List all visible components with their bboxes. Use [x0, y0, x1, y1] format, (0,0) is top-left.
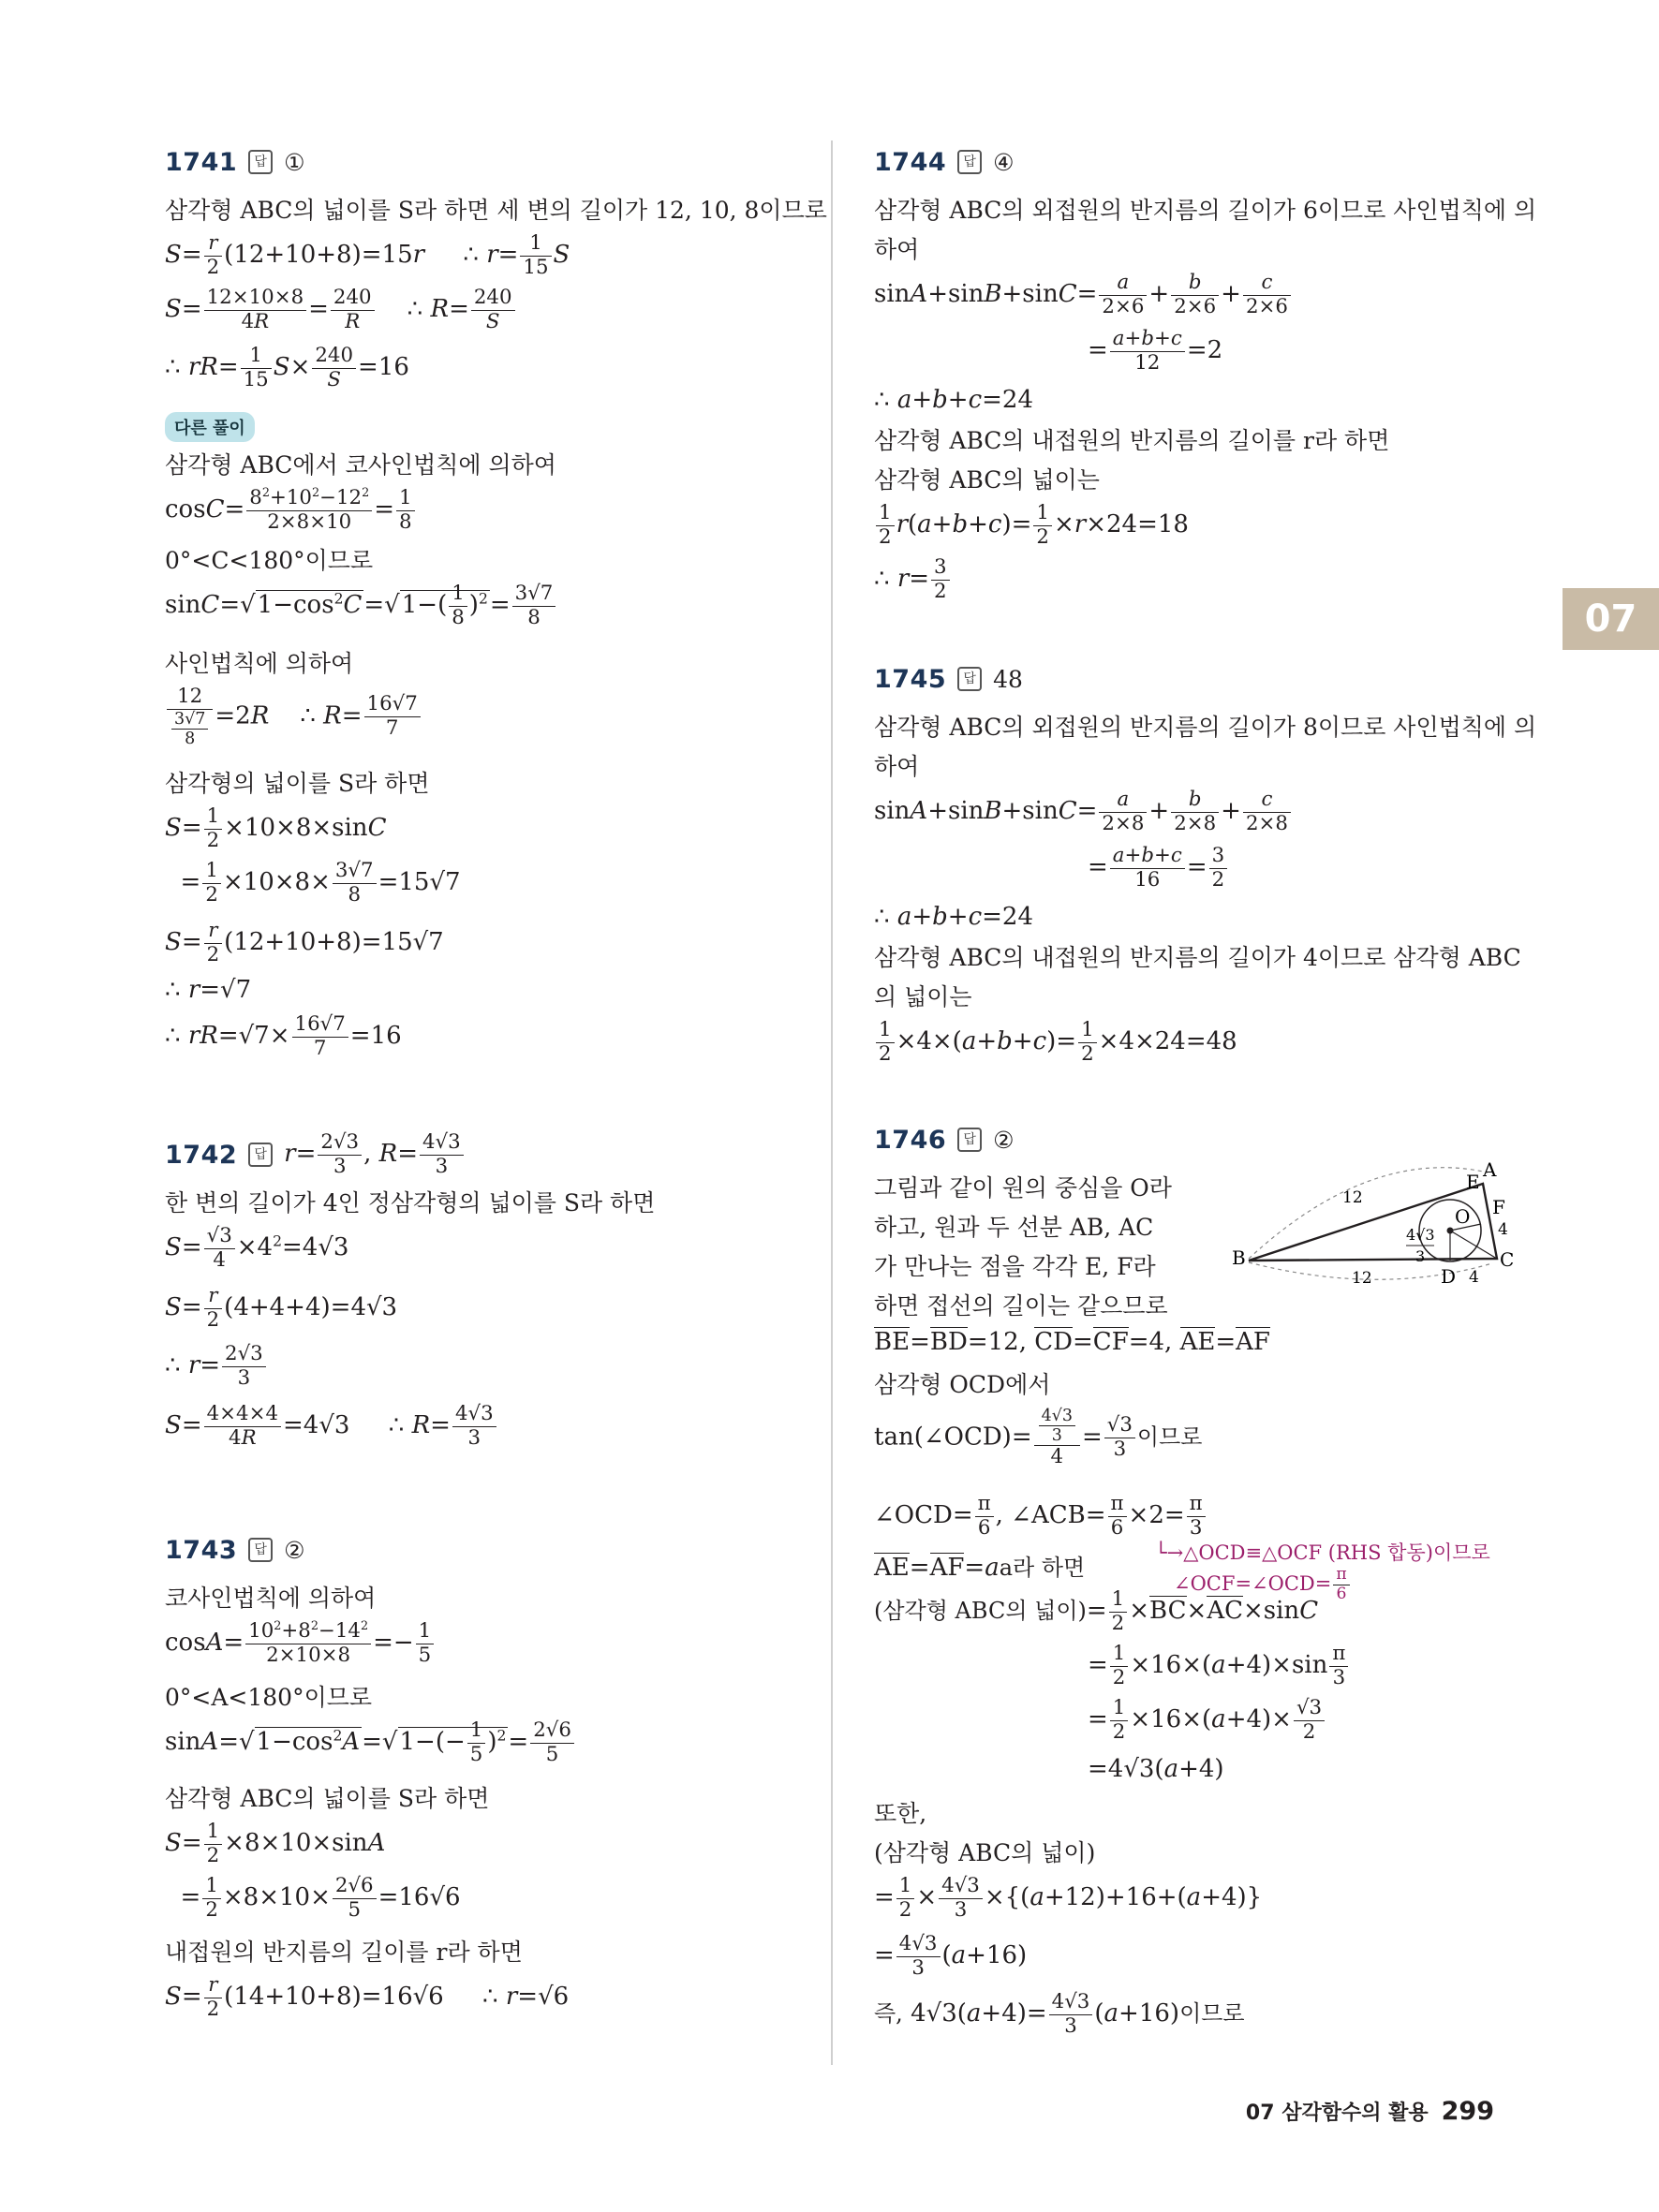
text-line: 삼각형 ABC의 넓이를 S라 하면 세 변의 길이가 12, 10, 8이므로 [165, 197, 827, 224]
right-column [874, 140, 1537, 2047]
problem-number: 1741 [165, 147, 238, 177]
equation: = $\frac{1}{2}$ × $\frac{4√3}{3}$ ×{(a+12)+16+(a+4)} [874, 1874, 1263, 1922]
text-line: 삼각형 ABC의 넓이를 S라 하면 [165, 1785, 490, 1812]
answer-value: 48 [993, 665, 1023, 693]
length-12-top: 12 [1342, 1188, 1363, 1207]
equation: S= $\frac{4\times 4\times 4}{4R}$ =4√3 ∴ R= $\frac{4√3}{3}$ [165, 1403, 811, 1463]
text-line: 삼각형 ABC의 외접원의 반지름의 길이가 6이므로 사인법칙에 의 [874, 197, 1537, 224]
answer-icon: 답 [957, 1128, 982, 1152]
equation: ∴ r= $\frac{2√3}{3}$ [165, 1343, 811, 1403]
text-line: 내접원의 반지름의 길이를 r라 하면 [165, 1939, 523, 1966]
label-D: D [1441, 1265, 1457, 1288]
alternate-solution-badge: 다른 풀이 [165, 412, 255, 442]
text-line: 한 변의 길이가 4인 정삼각형의 넓이를 S라 하면 [165, 1189, 656, 1217]
equation: sinA+sinB+sinC= $\frac{a}{2\times 8}$ + $\frac{b}{2\times 8}$ + $\frac{c}{2\times 8}$ [874, 789, 1511, 845]
page-footer [1246, 2097, 1494, 2126]
text-line: 사인법칙에 의하여 [165, 650, 354, 677]
text-line: 삼각형 ABC의 내접원의 반지름의 길이가 4이므로 삼각형 ABC [874, 944, 1521, 971]
equation: ∠OCD= $\frac{\pi}{6}$ , ∠ACB= $\frac{\pi}{6}$ ×2= $\frac{\pi}{3}$ [874, 1493, 1511, 1549]
chapter-title: 07 삼각함수의 활용 [1245, 2101, 1429, 2125]
equation: S= $\frac{r}{2}$ (4+4+4)=4√3 [165, 1284, 398, 1332]
text-line: 하고, 원과 두 선분 AB, AC [874, 1214, 1154, 1241]
equation: S= $\frac{1}{2}$ ×8×10×sinA [165, 1820, 386, 1867]
equation: BE=BD=12, CD=CF=4, AE=AF [874, 1328, 1270, 1356]
text-inline: 이므로 [1136, 1423, 1203, 1451]
equation: = $\frac{1}{2}$ ×8×10× $\frac{2√6}{5}$ =16√6 [165, 1874, 461, 1922]
problem-header [165, 140, 811, 184]
problem-header [874, 657, 1511, 700]
equation: sinA+sinB+sinC= $\frac{a}{2\times 6}$ + $\frac{b}{2\times 6}$ + $\frac{c}{2\times 6}$ [874, 272, 1511, 328]
text-inline: a라 하면 [999, 1555, 1086, 1581]
radius-label: 4√3 [1406, 1226, 1435, 1244]
problem-1746 [874, 1118, 1515, 2047]
equation: ∴ r=√7 [165, 976, 252, 1004]
equation: = $\frac{1}{2}$ ×16×(a+4)× $\frac{√3}{2}$ [874, 1697, 1511, 1755]
equation: S= $\frac{r}{2}$ (14+10+8)=16√6 ∴ r=√6 [165, 1973, 570, 2021]
answer-value: ① [284, 148, 305, 176]
problem-number: 1745 [874, 664, 947, 694]
note-text: ∠OCF=∠OCD= [1174, 1571, 1332, 1595]
page-number: 299 [1441, 2097, 1494, 2126]
triangle-incircle-diagram [1211, 1156, 1515, 1296]
problem-number: 1744 [874, 147, 947, 177]
text-line: 삼각형의 넓이를 S라 하면 [165, 770, 430, 797]
problem-number: 1742 [165, 1140, 238, 1170]
equation: ∴ r= $\frac{3}{2}$ [874, 556, 1511, 612]
text-line: 0°<A<180°이므로 [165, 1684, 373, 1711]
equation: = $\frac{a+b+c}{12}$ =2 [1088, 327, 1223, 375]
text-line: 삼각형 ABC의 내접원의 반지름의 길이를 r라 하면 [874, 427, 1390, 454]
text-line: 가 만나는 점을 각각 E, F라 [874, 1253, 1156, 1280]
equation: ∴ rR=√7× $\frac{16√7}{7}$ =16 [165, 1012, 402, 1060]
text-inline: (삼각형 ABC의 넓이) [874, 1598, 1087, 1624]
text-line: 삼각형 ABC의 넓이는 [874, 466, 1100, 494]
equation-with-note [874, 1541, 1511, 1603]
text-line: 하여 [874, 236, 920, 263]
label-O: O [1455, 1205, 1471, 1228]
equation: S= $\frac{r}{2}$ (12+10+8)=15r ∴ r= $\frac{1}{15}$ S [165, 231, 570, 279]
answer-icon: 답 [248, 1143, 273, 1167]
text-line: 0°<C<180°이므로 [165, 547, 374, 574]
answer-icon: 답 [248, 150, 273, 174]
answer-value: ④ [993, 148, 1015, 176]
equation: = $\frac{1}{2}$ ×16×(a+4)×sin $\frac{\pi}{3}$ [874, 1643, 1511, 1697]
text-line: 하여 [874, 753, 920, 780]
answer-value: ② [284, 1536, 305, 1564]
length-12-bottom: 12 [1352, 1269, 1372, 1288]
note-text: △OCD≡△OCF (RHS 합동)이므로 [1183, 1541, 1490, 1564]
equation: S= $\frac{1}{2}$ ×10×8×sinC [165, 804, 387, 852]
label-E: E [1466, 1171, 1480, 1193]
column-divider [831, 140, 833, 2065]
label-C: C [1500, 1248, 1515, 1271]
text-inline: 이므로 [1179, 2000, 1245, 2027]
problem-header [165, 1130, 811, 1178]
equation: = $\frac{4√3}{3}$ (a+16) [874, 1932, 1028, 1980]
label-B: B [1232, 1246, 1246, 1269]
answer-value: r= $\frac{2√3}{3}$ , R= $\frac{4√3}{3}$ [284, 1131, 466, 1178]
answer-icon: 답 [248, 1538, 273, 1562]
radius-denominator: 3 [1415, 1247, 1426, 1265]
problem-header [165, 1528, 811, 1571]
label-F: F [1492, 1196, 1505, 1218]
equation: tan(∠OCD)= $\frac{\frac{4√3}{3}}{4}$ = $\frac{√3}{3}$ 이므로 [874, 1407, 1203, 1469]
equation: cosA= $\frac{10^2+8^2-14^2}{2\times 10\times 8}$ =− $\frac{1}{5}$ [165, 1620, 811, 1680]
equation: S= $\frac{√3}{4}$ $\times 4^2=4√3$ [165, 1224, 349, 1272]
equation: S= $\frac{12\times 10\times 8}{4R}$ = $\frac{240}{R}$ ∴ R= $\frac{240}{S}$ [165, 287, 811, 345]
text-line: 코사인법칙에 의하여 [165, 1585, 377, 1612]
chapter-tab: 07 [1563, 588, 1659, 650]
equation: cosC= $\frac{8^2+10^2-12^2}{2\times 8\times 10}$ = $\frac{1}{8}$ [165, 487, 811, 543]
equation: ∴ a+b+c=24 [874, 903, 1034, 931]
problem-number: 1743 [165, 1535, 238, 1565]
text-line: 그림과 같이 원의 중심을 O라 [874, 1174, 1172, 1202]
text-line: 삼각형 OCD에서 [874, 1371, 1051, 1398]
text-line: 삼각형 ABC의 외접원의 반지름의 길이가 8이므로 사인법칙에 의 [874, 714, 1537, 741]
length-4-right: 4 [1498, 1220, 1508, 1239]
problem-header [874, 140, 1511, 184]
annotation-angle: ∠OCF=∠OCD= $\frac{\pi}{6}$ [1174, 1566, 1352, 1604]
equation: $\frac{12}{\frac{3√7}{8}}$ =2R ∴ R= $\frac{16√7}{7}$ [165, 686, 811, 766]
label-A: A [1483, 1158, 1497, 1181]
equation: (삼각형 ABC의 넓이)= $\frac{1}{2}$ ×BC×AC×sinC [874, 1587, 1319, 1635]
annotation-congruence: └→△OCD≡△OCF (RHS 합동)이므로 [1155, 1541, 1490, 1564]
equation: $\sin A=√1-\cos^2A=√1-(-$ $\frac{1}{5}$ )$^2$= $\frac{2√6}{5}$ [165, 1719, 811, 1781]
text-line: 하면 접선의 길이는 같으므로 [874, 1292, 1168, 1320]
left-column [165, 140, 827, 2028]
equation: ∴ rR= $\frac{1}{15}$ S× $\frac{240}{S}$ =16 [165, 344, 409, 391]
text-line: 또한, [874, 1800, 927, 1827]
equation: AE=AF=aa라 하면 [874, 1554, 1086, 1582]
equation: S= $\frac{r}{2}$ (12+10+8)=15√7 [165, 919, 444, 966]
equation: $\frac{1}{2}$ r(a+b+c)= $\frac{1}{2}$ ×r×24=18 [874, 502, 1511, 556]
length-4-bottom: 4 [1469, 1268, 1479, 1287]
equation: 즉, 4√3(a+4)= $\frac{4√3}{3}$ (a+16)이므로 [874, 1990, 1245, 2038]
equation: $\sin C=√1-\cos^2C=√1-$( $\frac{1}{8}$ )$^2$= $\frac{3√7}{8}$ [165, 582, 811, 646]
text-line: (삼각형 ABC의 넓이) [874, 1839, 1096, 1866]
problem-number: 1746 [874, 1125, 947, 1155]
answer-icon: 답 [957, 667, 982, 691]
equation: = $\frac{a+b+c}{16}$ = $\frac{3}{2}$ [874, 845, 1511, 903]
text-inline: 즉, [874, 2000, 903, 2027]
equation: = $\frac{1}{2}$ ×10×8× $\frac{3√7}{8}$ =15√7 [165, 859, 461, 907]
equation: $\frac{1}{2}$ ×4×(a+b+c)= $\frac{1}{2}$ ×4×24=48 [874, 1019, 1511, 1073]
text-line: 삼각형 ABC에서 코사인법칙에 의하여 [165, 451, 556, 479]
text-line: 의 넓이는 [874, 983, 972, 1010]
answer-icon: 답 [957, 150, 982, 174]
equation: ∴ a+b+c=24 [874, 386, 1034, 414]
equation: =4√3(a+4) [1088, 1755, 1224, 1783]
answer-value: ② [993, 1126, 1015, 1154]
